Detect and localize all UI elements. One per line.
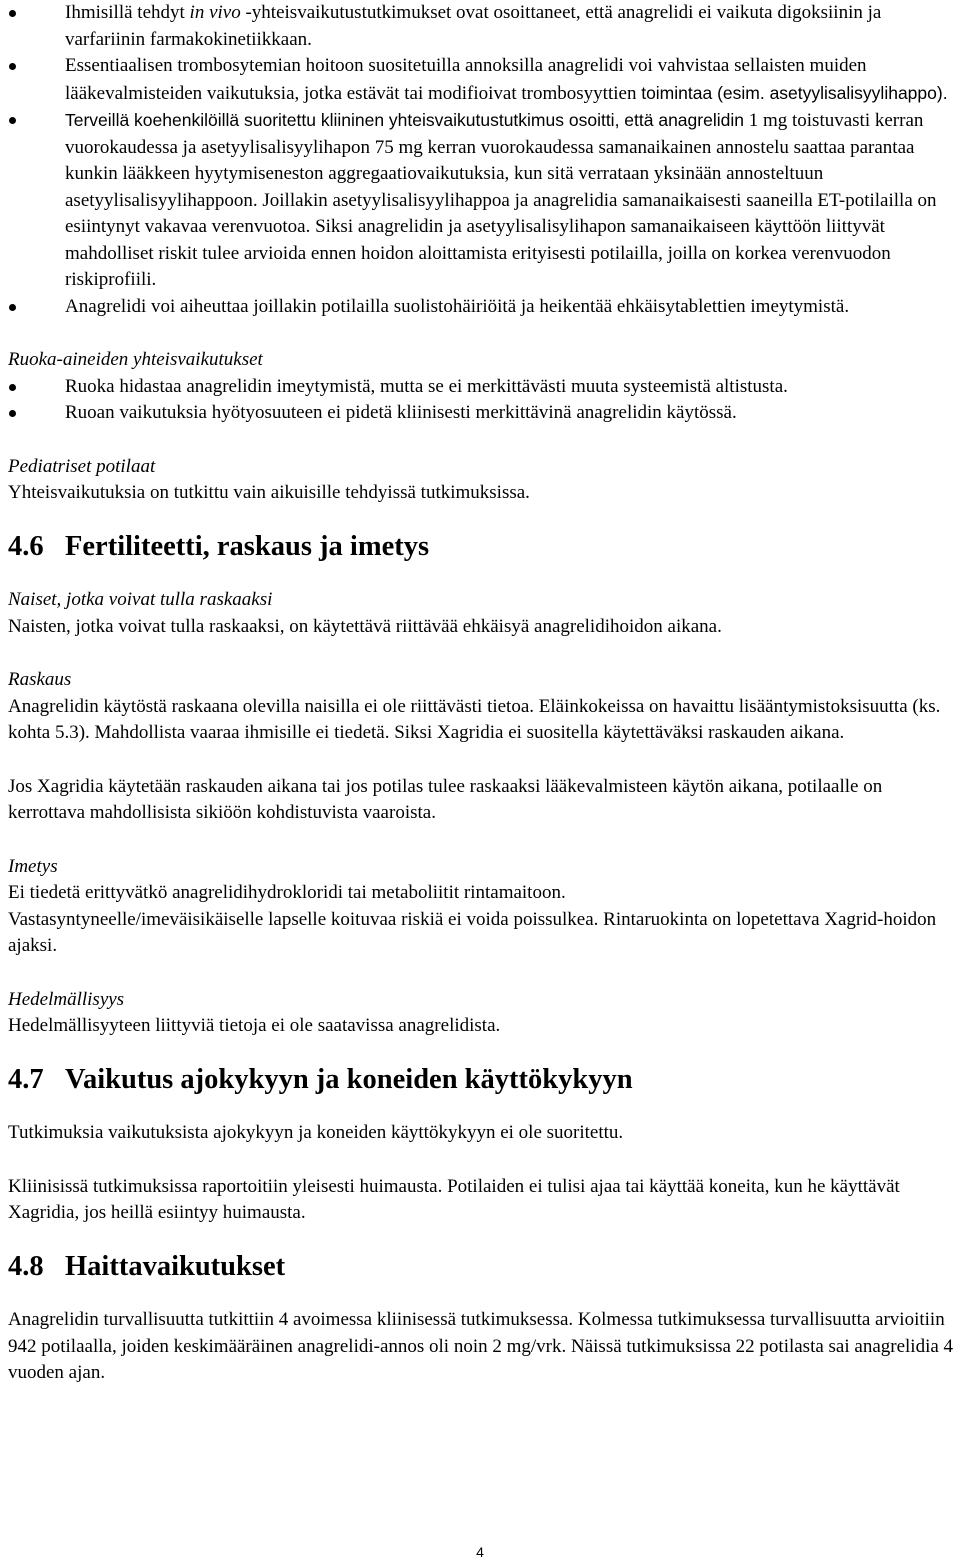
- pediatric-text: Yhteisvaikutuksia on tutkittu vain aikuisille tehdyissä tutkimuksissa.: [8, 482, 530, 503]
- fertility-heading: Hedelmällisyys: [8, 988, 125, 1010]
- driving-text: Tutkimuksia vaikutuksista ajokykyyn ja koneiden käyttökykyyn ei ole suoritettu.: [8, 1122, 624, 1143]
- lactation-text: Ei tiedetä erittyvätkö anagrelidihydrokloridi tai metaboliitit rintamaitoon.: [8, 882, 566, 903]
- pediatric-heading: Pediatriset potilaat: [8, 455, 156, 477]
- lactation-text-2: Vastasyntyneelle/imeväisikäiselle lapselle koituvaa riskiä ei voida poissulkea. Rintaruokinta on lopetettava Xagrid-hoidon ajaksi.: [8, 908, 937, 956]
- pregnancy-text: Anagrelidin käytöstä raskaana olevilla naisilla ei ole riittävästi tietoa. Eläinkokeissa on havaittu lisääntymistoksisuutta (ks. kohta 5.3). Mahdollista vaaraa ihmisille ei tiedetä. Siksi Xagridia ei suositella käytettäväksi raskauden aikana.: [8, 695, 941, 743]
- section-heading-4-7: [8, 1063, 954, 1095]
- section-number: 4.7: [8, 1063, 44, 1095]
- list-item: Anagrelidi voi aiheuttaa joillakin potilailla suolistohäiriöitä ja heikentää ehkäisytablettien imeytymistä.: [8, 294, 954, 321]
- section-number: 4.8: [8, 1250, 44, 1282]
- list-item: Terveillä koehenkilöillä suoritettu kliininen yhteisvaikutustutkimus osoitti, että anagrelidin 1 mg toistuvasti kerran vuorokaudessa ja asetyylisalisyylihapon 75 mg kerran vuorokaudessa samanaikainen annostelu saattaa parantaa kunkin lääkkeen hyytymiseneston aggregaatiovaikutuksia, kun sitä verrataan yksinään annosteltuun asetyylisalisyylihappoon. Joillakin asetyylisalisyylihappoa ja anagrelidia samanaikaisesti saaneilla ET-potilailla on esiintynyt vakavaa verenvuotoa. Siksi anagrelidin ja asetyylisalisylihapon samanaikaiseen käyttöön liittyvät mahdolliset riskit tulee arvioida ennen hoidon aloittamista erityisesti potilailla, joilla on korkea verenvuodon riskiprofiili.: [8, 107, 954, 294]
- list-item: Essentiaalisen trombosytemian hoitoon suositetuilla annoksilla anagrelidi voi vahvistaa sellaisten muiden lääkevalmisteiden vaikutuksia, jotka estävät tai modifioivat trombosyyttien toimintaa (esim. asetyylisalisyylihappo).: [8, 53, 954, 107]
- adverse-effects-text: Anagrelidin turvallisuutta tutkittiin 4 avoimessa kliinisessä tutkimuksessa. Kolmessa tutkimuksessa turvallisuutta arvioitiin 942 potilaalla, joiden keskimääräinen anagrelidi-annos oli noin 2 mg/vrk. Näissä tutkimuksissa 22 potilasta sai anagrelidia 4 vuoden ajan.: [8, 1309, 954, 1383]
- list-item: Ruoka hidastaa anagrelidin imeytymistä, mutta se ei merkittävästi muuta systeemistä altistusta.: [8, 374, 954, 401]
- list-item: Ihmisillä tehdyt in vivo -yhteisvaikutustutkimukset ovat osoittaneet, että anagrelidi ei vaikuta digoksiinin ja varfariinin farmakokinetiikkaan.: [8, 0, 954, 53]
- women-heading: Naiset, jotka voivat tulla raskaaksi: [8, 589, 273, 610]
- page-number: 4: [476, 1544, 484, 1560]
- lactation-heading: Imetys: [8, 855, 58, 877]
- food-interactions-heading: Ruoka-aineiden yhteisvaikutukset: [8, 349, 263, 370]
- women-text: Naisten, jotka voivat tulla raskaaksi, on käytettävä riittävää ehkäisyä anagrelidihoidon aikana.: [8, 615, 722, 637]
- pregnancy-text-2: Jos Xagridia käytetään raskauden aikana tai jos potilas tulee raskaaksi lääkevalmisteen käytön aikana, potilaalle on kerrottava mahdollisista sikiöön kohdistuvista vaaroista.: [8, 775, 883, 823]
- section-title: Vaikutus ajokykyyn ja koneiden käyttökykyyn: [65, 1063, 633, 1095]
- interactions-bullet-list: [8, 0, 954, 320]
- food-interactions-list: [8, 374, 954, 427]
- section-number: 4.6: [8, 530, 44, 562]
- section-heading-4-8: [8, 1250, 954, 1282]
- driving-text-2: Kliinisissä tutkimuksissa raportoitiin yleisesti huimausta. Potilaiden ei tulisi ajaa tai käyttää koneita, kun he käyttävät Xagridia, jos heillä esiintyy huimausta.: [8, 1175, 900, 1223]
- fertility-text: Hedelmällisyyteen liittyviä tietoja ei ole saatavissa anagrelidista.: [8, 1015, 501, 1036]
- document-page: [8, 0, 954, 1387]
- section-title: Fertiliteetti, raskaus ja imetys: [65, 530, 430, 562]
- in-vivo-term: in vivo: [189, 2, 241, 23]
- pregnancy-heading: Raskaus: [8, 669, 72, 690]
- list-item: Ruoan vaikutuksia hyötyosuuteen ei pidetä kliinisesti merkittävinä anagrelidin käytössä.: [8, 400, 954, 427]
- section-heading-4-6: [8, 530, 954, 562]
- section-title: Haittavaikutukset: [65, 1250, 286, 1282]
